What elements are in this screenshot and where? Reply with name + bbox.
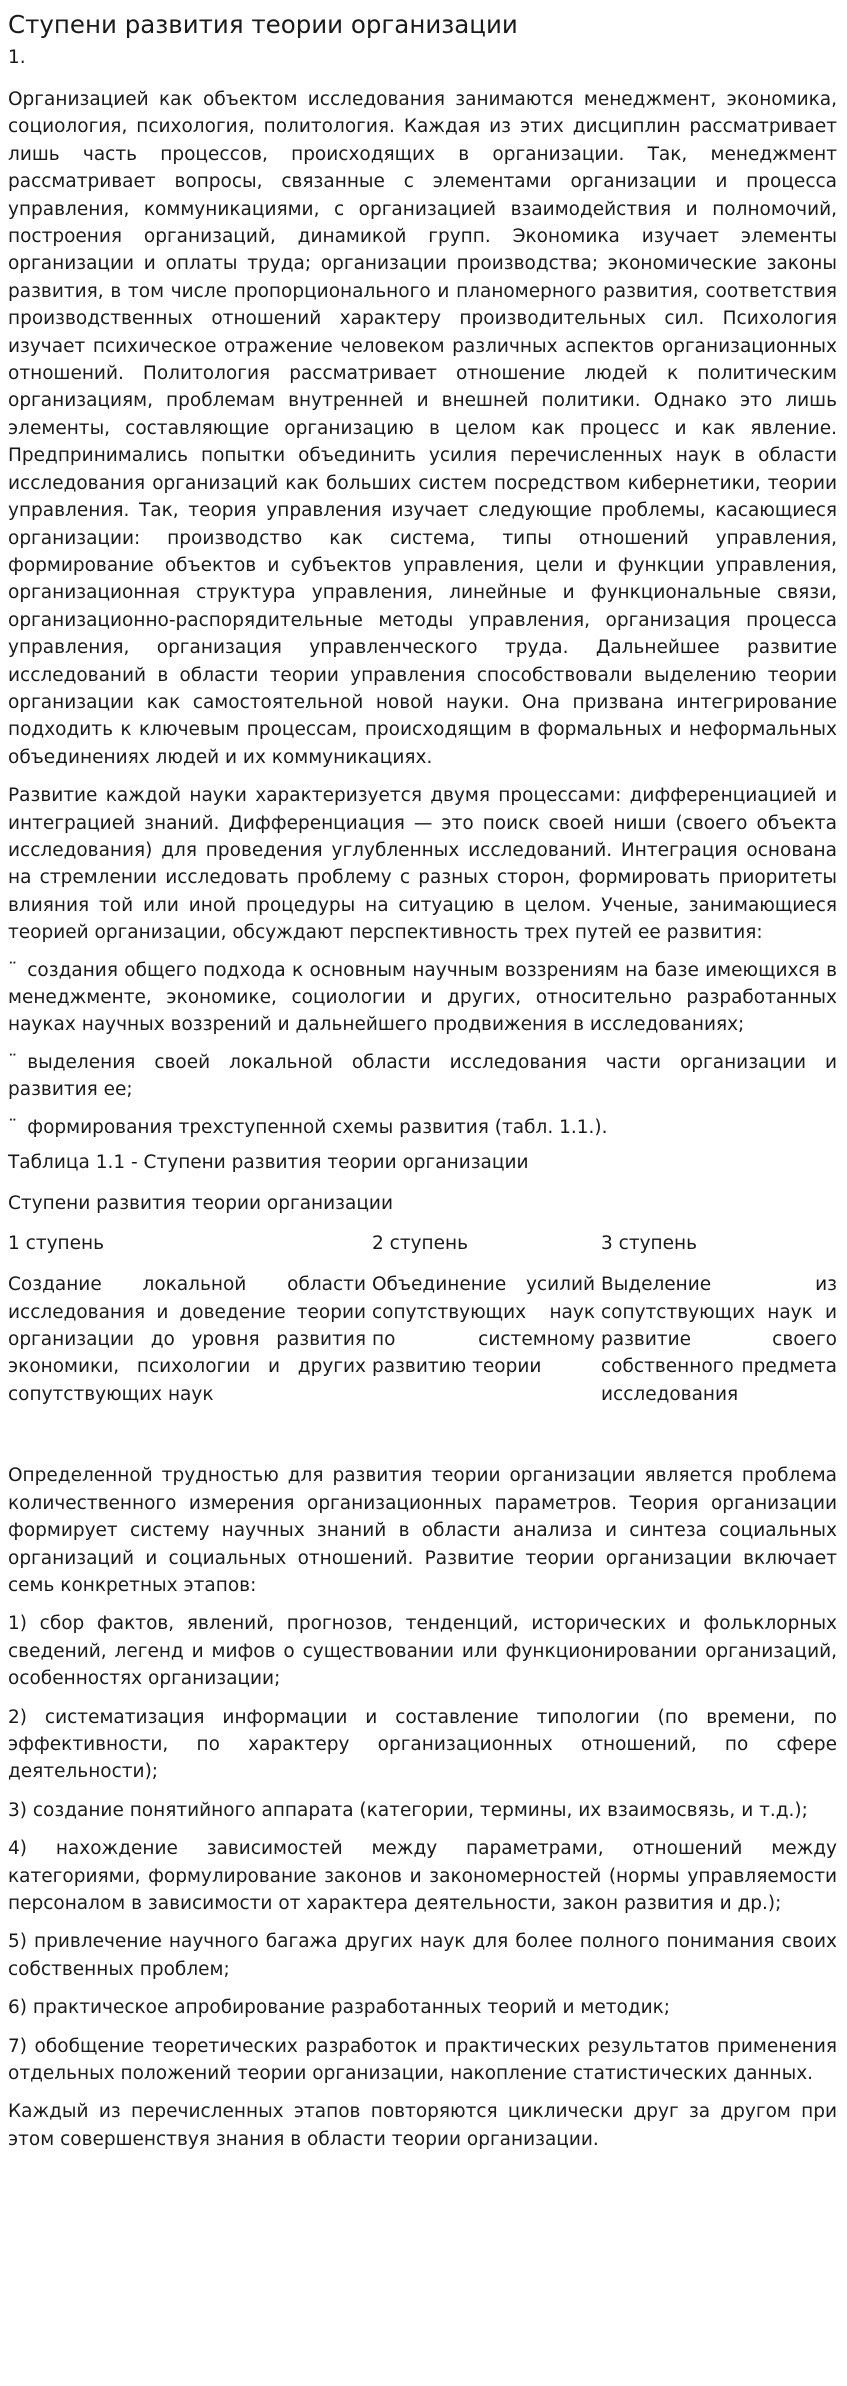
table-cell-text: Создание локальной области исследования и доведение теории организации до уровня развития экономики, психологии и других сопутствующих наук: [8, 1274, 366, 1405]
table-heading: Ступени развития теории организации: [8, 1193, 393, 1215]
table-cell-text: Объединение усилий сопутствующих наук по системному развитию теории: [372, 1274, 595, 1378]
table-header-row: [8, 1230, 837, 1257]
table-cell-2: [372, 1271, 601, 1408]
list-item-step-7: 7) обобщение теоретических разработок и практических результатов применения отдельных положений теории организации, накопление статистических данных.: [8, 2035, 837, 2084]
paragraph-intro: Организацией как объектом исследования занимаются менеджмент, экономика, социология, психология, политология. Каждая из этих дисциплин рассматривает лишь часть процессов, происходящих в организации. Так, менеджмент рассматривает вопросы, связанные с элементами организации и процесса управления, коммуникациями, с организацией взаимодействия и полномочий, построения организаций, динамикой групп. Экономика изучает элементы организации и оплаты труда; организации производства; экономические законы развития, в том числе пропорционального и планомерного развития, соответствия производственных отношений характеру производительных сил. Психология изучает психическое отражение человеком различных аспектов организационных отношений. Политология рассматривает отношение людей к политическим организациям, проблемам внутренней и внешней политики. Однако это лишь элементы, составляющие организацию в целом как процесс и как явление. Предпринимались попытки объединить усилия перечисленных наук в области исследования организаций как больших систем посредством кибернетики, теории управления. Так, теория управления изучает следующие проблемы, касающиеся организации: производство как система, типы отношений управления, формирование объектов и субъектов управления, цели и функции управления, организационная структура управления, линейные и функциональные связи, организационно-распорядительные методы управления, организация процесса управления, организация управленческого труда. Дальнейшее развитие исследований в области теории управления способствовали выделению теории организации как самостоятельной новой науки. Она призвана интегрирование подходить к ключевым процессам, происходящим в формальных и неформальных объединениях людей и их коммуникациях.: [8, 89, 837, 768]
page-title: Ступени развития теории организации: [8, 10, 518, 39]
list-item-local-area: [8, 1049, 837, 1104]
paragraph-development: Развитие каждой науки характеризуется двумя процессами: дифференциацией и интеграцией знаний. Дифференциация — это поиск своей ниши (своего объекта исследования) для проведения углубленных исследований. Интеграция основана на стремлении исследовать проблему с разных сторон, формировать приоритеты влияния той или иной процедуры на ситуацию в целом. Ученые, занимающиеся теорией организации, обсуждают перспективность трех путей ее развития:: [8, 785, 837, 944]
list-item-step-3: 3) создание понятийного аппарата (категории, термины, их взаимосвязь, и т.д.);: [8, 1799, 808, 1821]
list-item-text: создания общего подхода к основным научным воззрениям на базе имеющихся в менеджменте, экономике, социологии и других, относительно разработанных науках научных воззрений и дальнейшего продвижения в исследованиях;: [8, 959, 837, 1036]
list-item-text: формирования трехступенной схемы развития (табл. 1.1.).: [27, 1116, 608, 1138]
list-item-three-step: [8, 1114, 837, 1141]
list-item-text: выделения своей локальной области исследования части организации и развития ее;: [8, 1051, 837, 1101]
table-caption: Таблица 1.1 - Ступени развития теории организации: [8, 1152, 529, 1174]
list-item-common-approach: [8, 957, 837, 1039]
list-item-step-4: 4) нахождение зависимостей между параметрами, отношений между категориями, формулирование законов и закономерностей (нормы управляемости персоналом в зависимости от характера деятельности, закон развития и др.);: [8, 1838, 837, 1914]
list-item-step-5: 5) привлечение научного багажа других наук для более полного понимания своих собственных проблем;: [8, 1931, 837, 1980]
table-cell-3: [601, 1271, 837, 1408]
list-item-step-6: 6) практическое апробирование разработанных теорий и методик;: [8, 1997, 671, 2019]
paragraph-measurement: Определенной трудностью для развития теории организации является проблема количественного измерения организационных параметров. Теория организации формирует систему научных знаний в области анализа и синтеза социальных организаций и социальных отношений. Развитие теории организации включает семь конкретных этапов:: [8, 1465, 837, 1596]
table-header-cell-1: 1 ступень: [8, 1232, 105, 1254]
list-item-step-2: 2) систематизация информации и составление типологии (по времени, по эффективности, по характеру организационных отношений, по сфере деятельности);: [8, 1706, 837, 1783]
list-item-step-1: 1) сбор фактов, явлений, прогнозов, тенденций, исторических и фольклорных сведений, легенд и мифов о существовании или функционировании организаций, особенностях организации;: [8, 1613, 837, 1690]
table-header-cell-2: 2 ступень: [372, 1232, 469, 1254]
section-number: 1.: [8, 47, 26, 68]
table-body-row: [8, 1271, 837, 1408]
paragraph-closing: Каждый из перечисленных этапов повторяются циклически друг за другом при этом совершенствуя знания в области теории организации.: [8, 2101, 837, 2150]
table-cell-1: [8, 1271, 372, 1408]
table-cell-text: Выделение из сопутствующих наук и развитие своего собственного предмета исследования: [601, 1274, 837, 1405]
bullet-mark: ¨: [8, 1116, 18, 1138]
bullet-mark: ¨: [8, 1051, 18, 1073]
table-header-cell-3: 3 ступень: [601, 1232, 698, 1254]
bullet-mark: ¨: [8, 959, 18, 981]
